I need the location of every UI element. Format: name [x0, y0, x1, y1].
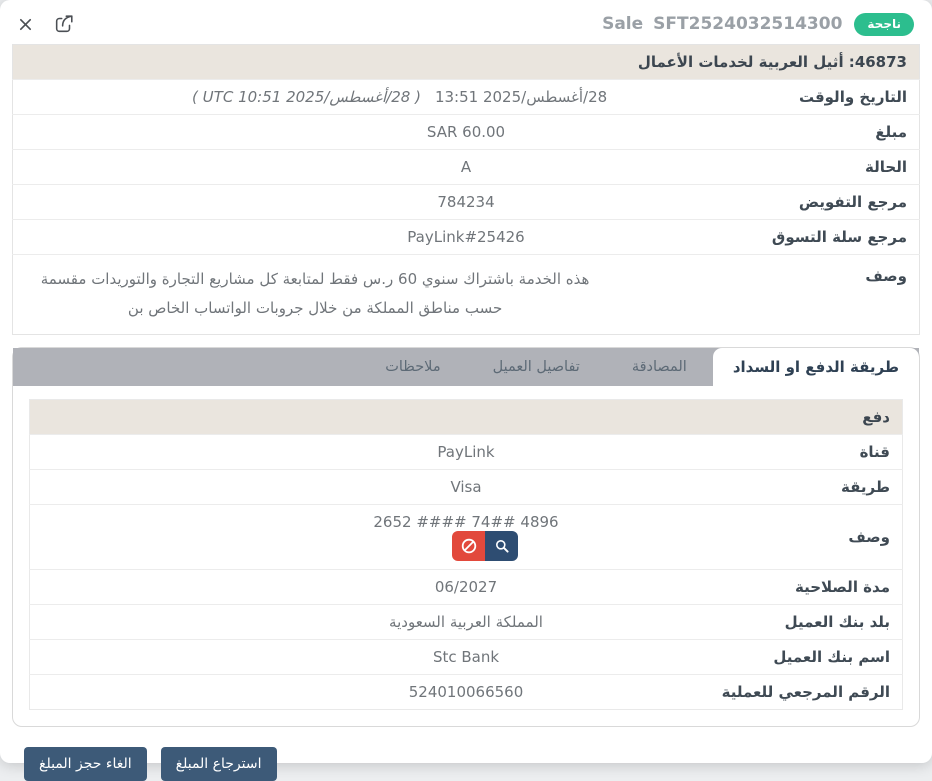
row-label: مدة الصلاحية [794, 577, 890, 596]
row-spacer [30, 674, 321, 709]
row-value [315, 150, 617, 185]
row-spacer [30, 434, 321, 469]
row-value [315, 115, 617, 150]
row-spacer [13, 220, 315, 255]
row-label: وصف [848, 527, 890, 546]
table-row [13, 185, 920, 220]
card-actions [452, 531, 518, 561]
row-spacer [30, 604, 321, 639]
table-row [30, 504, 903, 569]
tab-notes[interactable]: ملاحظات [359, 348, 466, 386]
row-spacer [30, 504, 321, 569]
footer-actions [0, 727, 932, 781]
payment-table [29, 399, 903, 710]
table-row [13, 255, 920, 335]
summary-table [12, 44, 920, 335]
tab-bar [13, 348, 919, 386]
payment-tab-content [13, 386, 919, 726]
tab-authentication[interactable]: المصادقة [606, 348, 713, 386]
row-label: قناة [859, 442, 890, 461]
row-label: مرجع التفويض [798, 193, 907, 211]
row-value-text: Visa [450, 477, 482, 496]
row-spacer [13, 115, 315, 150]
row-value-text: SAR 60.00 [426, 123, 506, 141]
row-value [321, 569, 612, 604]
row-label: الحالة [865, 158, 907, 176]
row-label: مبلغ [875, 123, 907, 141]
row-value [321, 639, 612, 674]
row-value [315, 185, 617, 220]
row-label: الرقم المرجعي للعملية [721, 682, 890, 701]
payment-panel [12, 347, 920, 727]
row-label: مرجع سلة التسوق [771, 228, 907, 246]
block-icon[interactable] [452, 531, 485, 561]
title-group [602, 13, 914, 36]
status-badge: ناجحة [854, 13, 914, 36]
table-header: 46873: أثيل العربية لخدمات الأعمال [13, 45, 920, 80]
row-value [321, 674, 612, 709]
share-icon[interactable] [51, 11, 77, 37]
row-label: وصف [865, 267, 907, 285]
row-value-text: هذه الخدمة باشتراك سنوي 60 ر.س فقط لمتابعة كل مشاريع التجارة والتوريدات مقسمة حسب مناطق المملكة من خلال جروبات الواتساب الخاص بن [40, 270, 590, 318]
close-icon[interactable] [16, 15, 35, 34]
table-row [30, 604, 903, 639]
row-value-secondary: ( 28/أغسطس/2025 10:51 UTC ) [192, 88, 421, 106]
row-value [192, 80, 617, 115]
tab-payment-method[interactable]: طريقة الدفع او السداد [713, 348, 919, 386]
refund-button[interactable]: استرجاع المبلغ [161, 747, 277, 781]
row-spacer [13, 150, 315, 185]
row-value [321, 504, 612, 569]
row-value [321, 469, 612, 504]
row-value-text: PayLink [437, 442, 495, 461]
row-value-text: 4896 74## #### 2652 [373, 512, 559, 531]
dialog-header [0, 0, 932, 42]
table-row [13, 80, 920, 115]
transaction-type: Sale [602, 14, 644, 34]
row-label: طريقة [841, 477, 890, 496]
transaction-reference: SFT2524032514300 [653, 14, 843, 34]
row-value [315, 220, 617, 255]
table-row [30, 569, 903, 604]
row-label: التاريخ والوقت [798, 88, 907, 106]
row-spacer [30, 569, 321, 604]
table-header: دفع [30, 399, 903, 434]
row-value [13, 255, 618, 335]
cancel-hold-button[interactable]: الغاء حجز المبلغ [24, 747, 147, 781]
row-label: اسم بنك العميل [773, 647, 890, 666]
row-spacer [30, 639, 321, 674]
row-spacer [30, 469, 321, 504]
row-value-text: 28/أغسطس/2025 13:51 [434, 88, 608, 106]
header-icons [16, 11, 77, 37]
row-value-text: المملكة العربية السعودية [389, 612, 543, 631]
tab-customer-details[interactable]: تفاصيل العميل [467, 348, 606, 386]
table-row [30, 469, 903, 504]
table-row [13, 150, 920, 185]
row-spacer [13, 185, 315, 220]
table-row [13, 115, 920, 150]
row-value [321, 434, 612, 469]
table-row [30, 674, 903, 709]
transaction-title [602, 14, 842, 34]
row-value-text: 524010066560 [408, 682, 524, 701]
row-value-text: 784234 [437, 193, 495, 211]
row-value [321, 604, 612, 639]
row-label: بلد بنك العميل [784, 612, 890, 631]
row-value-text: A [460, 158, 472, 176]
table-row [30, 434, 903, 469]
row-value-text: Stc Bank [432, 647, 500, 666]
table-row [30, 639, 903, 674]
search-icon[interactable] [485, 531, 518, 561]
table-row [13, 220, 920, 255]
row-value-text: 06/2027 [434, 577, 498, 596]
row-value-text: PayLink#25426 [407, 228, 525, 246]
